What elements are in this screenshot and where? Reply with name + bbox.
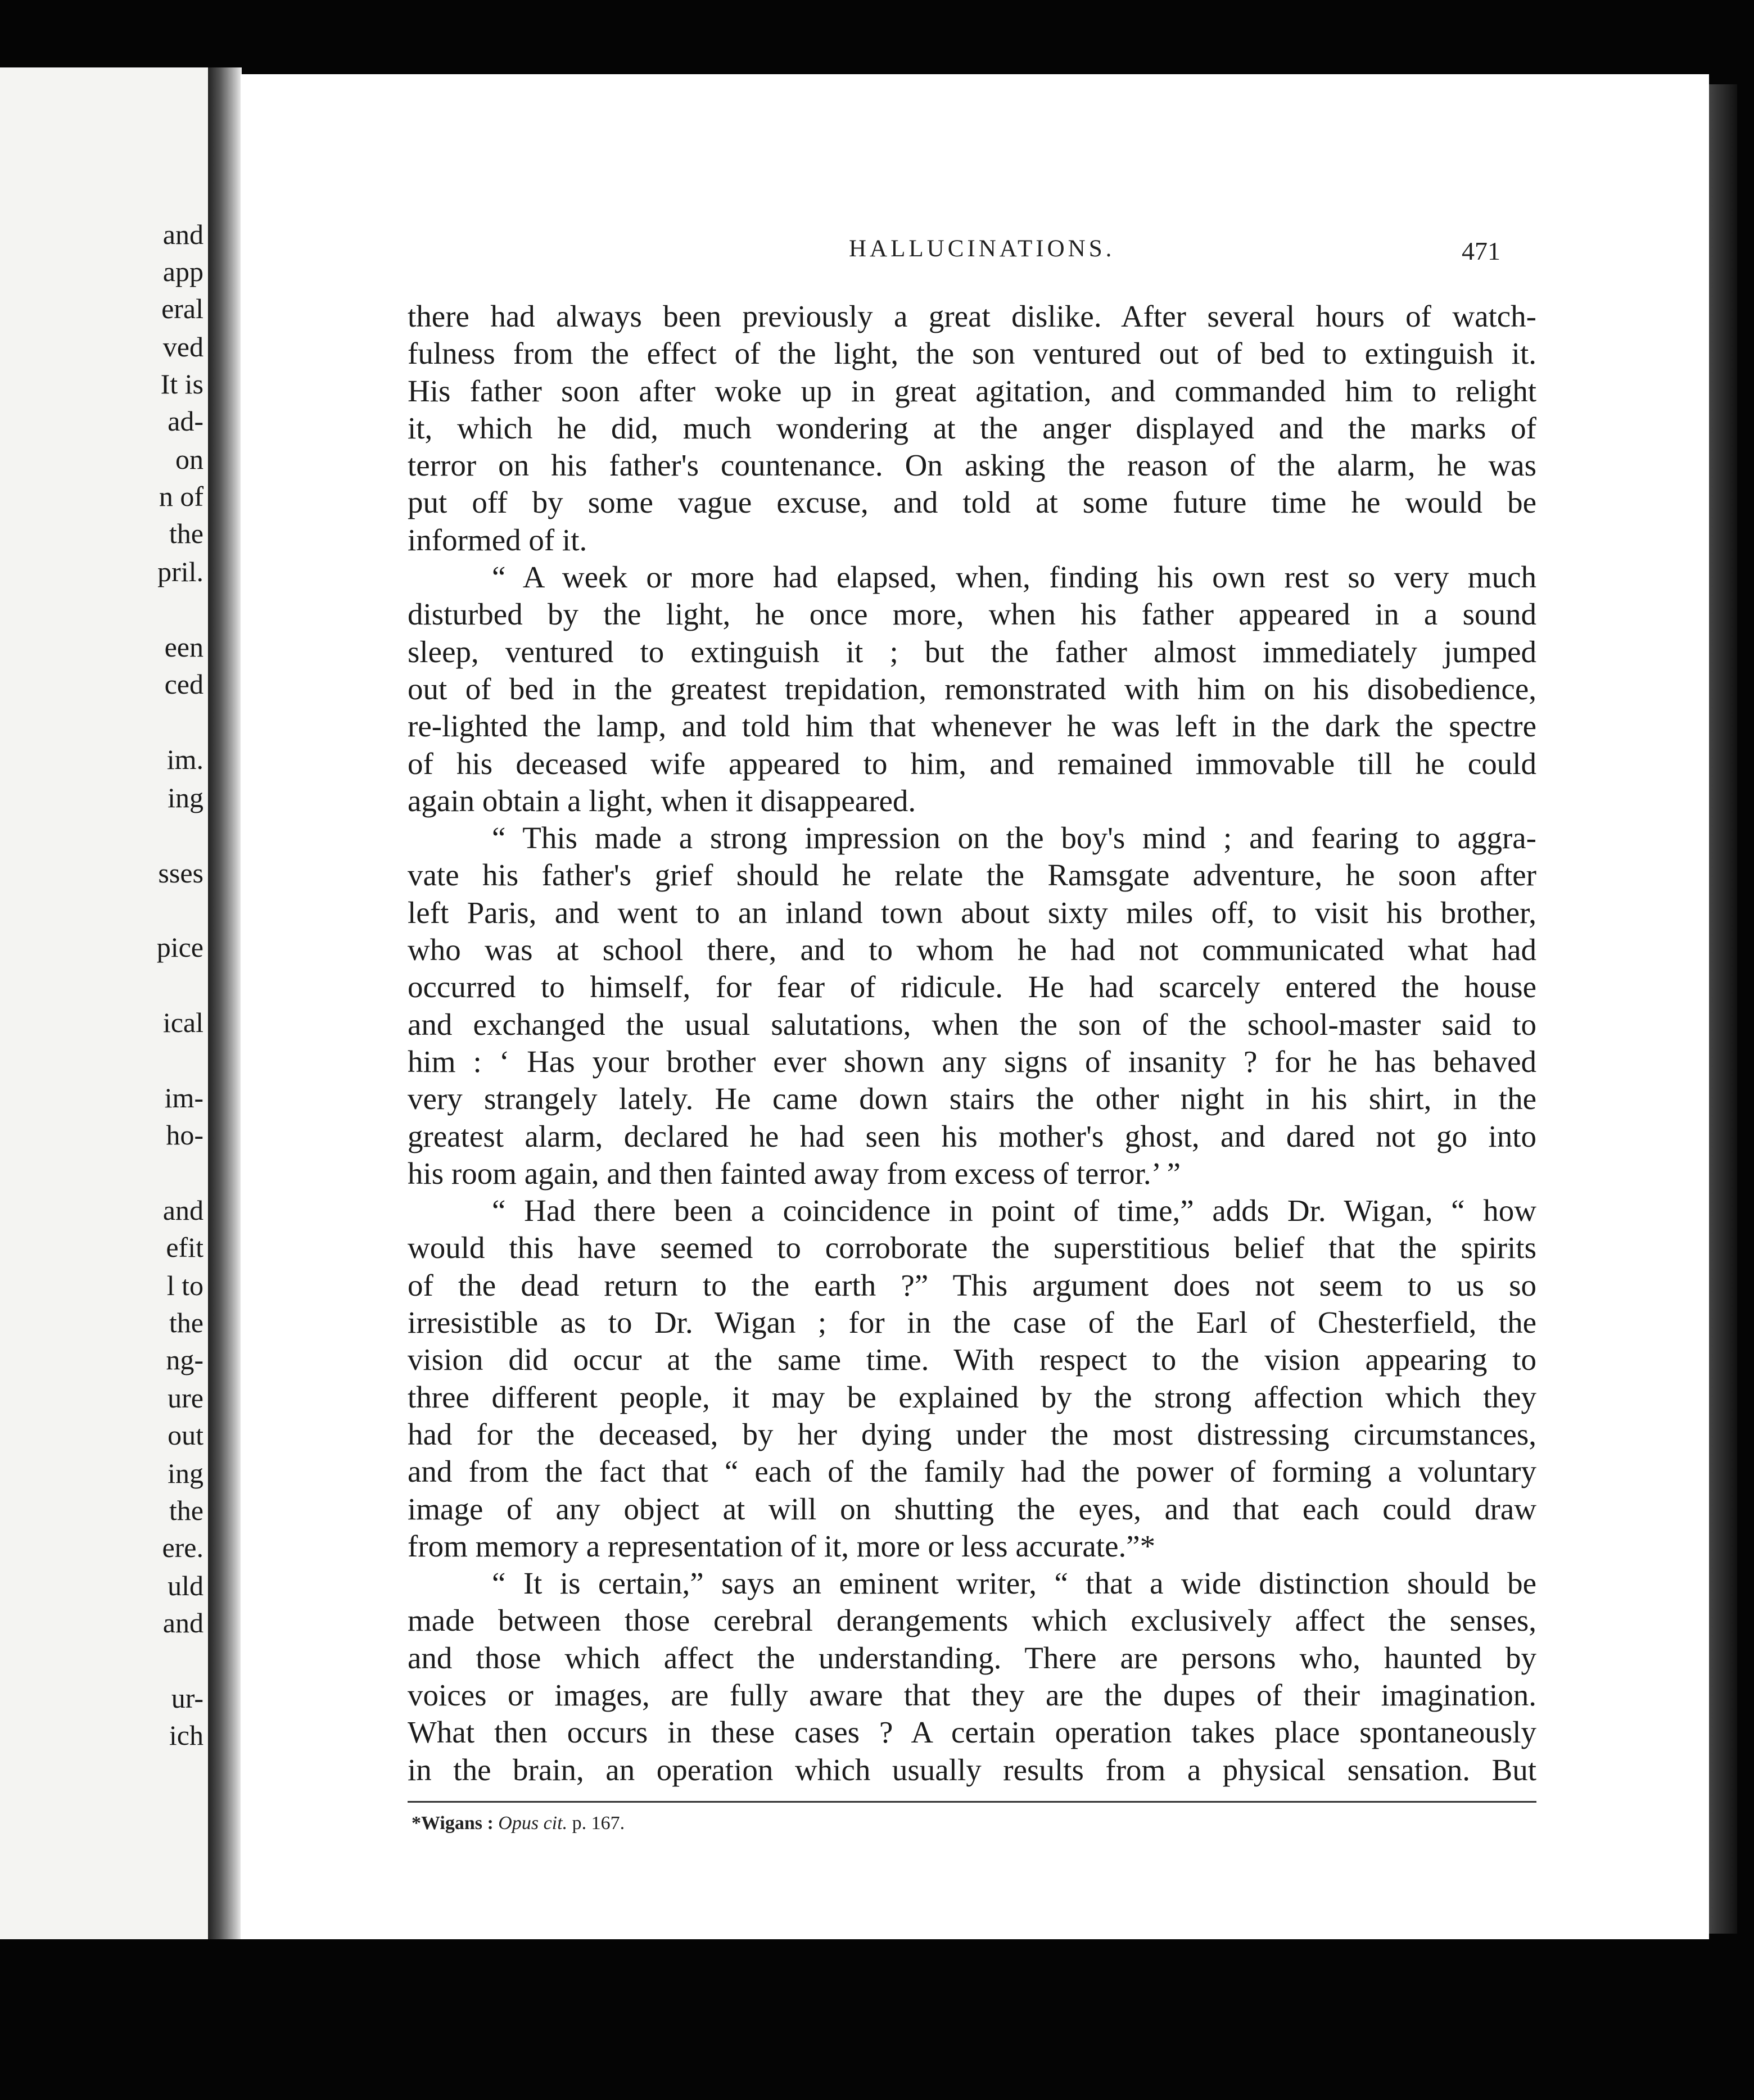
text-line: out of bed in the greatest trepidation, remonstrated with him on his disobedience, [408, 671, 1536, 706]
text-line: three different people, it may be explained by the strong affection which they [408, 1379, 1536, 1414]
text-line: greatest alarm, declared he had seen his mother's ghost, and dared not go into [408, 1119, 1536, 1153]
text-line: occurred to himself, for fear of ridicule. He had scarcely entered the house [408, 970, 1536, 1004]
facing-page-word-fragment: app [162, 256, 204, 287]
text-line: and exchanged the usual salutations, when the son of the school-master said to [408, 1007, 1536, 1042]
text-line: fulness from the effect of the light, the son ventured out of bed to extinguish it. [408, 336, 1536, 371]
facing-page-word-fragment: ich [169, 1719, 204, 1751]
facing-page-word-fragment: ced [164, 668, 204, 700]
facing-page-word-fragment: ho- [166, 1119, 204, 1151]
text-line: from memory a representation of it, more or less accurate.”* [408, 1528, 1156, 1563]
text-line: image of any object at will on shutting the eyes, and that each could draw [408, 1491, 1536, 1526]
facing-page-word-fragment: eral [161, 293, 204, 324]
text-line: who was at school there, and to whom he had not communicated what had [408, 933, 1536, 967]
facing-page-word-fragment: ur- [171, 1682, 204, 1714]
facing-page-word-fragment: ing [168, 1458, 204, 1489]
text-line: “ It is certain,” says an eminent writer, “ that a wide distinction should be [492, 1566, 1536, 1601]
facing-page-word-fragment: uld [168, 1570, 204, 1601]
text-line: of his deceased wife appeared to him, and remained immovable till he could [408, 746, 1536, 781]
text-line: His father soon after woke up in great agitation, and commanded him to relight [408, 373, 1536, 408]
facing-page-word-fragment: ved [162, 331, 204, 363]
text-line: What then occurs in these cases ? A certain operation takes place spontaneously [408, 1715, 1536, 1750]
footnote-page: p. 167. [572, 1813, 625, 1834]
facing-page-word-fragment: and [162, 219, 204, 250]
facing-page-fragment [0, 67, 208, 1939]
text-line: sleep, ventured to extinguish it ; but the father almost immediately jumped [408, 634, 1536, 669]
facing-page-word-fragment: ere. [162, 1532, 204, 1563]
text-line: of the dead return to the earth ?” This argument does not seem to us so [408, 1268, 1536, 1302]
text-line: him : ‘ Has your brother ever shown any signs of insanity ? for he has behaved [408, 1044, 1536, 1079]
text-line: and those which affect the understanding. There are persons who, haunted by [408, 1640, 1536, 1675]
running-head: HALLUCINATIONS. [849, 236, 1115, 262]
text-line: made between those cerebral derangements which exclusively affect the senses, [408, 1603, 1536, 1638]
facing-page-word-fragment: ing [168, 782, 204, 813]
text-line: informed of it. [408, 522, 587, 557]
text-line: re-lighted the lamp, and told him that whenever he was left in the dark the spectre [408, 709, 1536, 744]
text-line: again obtain a light, when it disappeared. [408, 783, 916, 818]
text-line: “ This made a strong impression on the boy's mind ; and fearing to aggra- [492, 821, 1536, 856]
text-line: vate his father's grief should he relate the Ramsgate adventure, he soon after [408, 858, 1536, 893]
text-line: there had always been previously a great dislike. After several hours of watch- [408, 299, 1536, 333]
text-line: very strangely lately. He came down stairs the other night in his shirt, in the [408, 1081, 1536, 1116]
book-gutter [208, 67, 242, 1939]
footnote [412, 1813, 625, 1834]
facing-page-word-fragment: It is [160, 368, 204, 400]
facing-page-word-fragment: ical [162, 1007, 204, 1038]
page-edge [1709, 84, 1737, 1934]
text-line: left Paris, and went to an inland town about sixty miles off, to visit his brother, [408, 895, 1536, 930]
facing-page-word-fragment: ng- [166, 1344, 204, 1375]
body-text [408, 298, 1536, 1789]
text-line: disturbed by the light, he once more, when his father appeared in a sound [408, 597, 1536, 632]
facing-page-word-fragment: on [175, 443, 204, 475]
text-line: had for the deceased, by her dying under the most distressing circumstances, [408, 1416, 1536, 1451]
facing-page-word-fragment: een [164, 631, 204, 663]
page-number: 471 [1462, 237, 1500, 265]
text-line: voices or images, are fully aware that they are the dupes of their imagination. [408, 1677, 1536, 1712]
footnote-work: Opus cit. [498, 1813, 568, 1834]
facing-page-word-fragment: the [169, 518, 204, 549]
text-line: would this have seemed to corroborate the superstitious belief that the spirits [408, 1230, 1536, 1265]
facing-page-word-fragment: l to [166, 1270, 204, 1301]
facing-page-word-fragment: ure [168, 1382, 204, 1414]
facing-page-word-fragment: ad- [168, 405, 204, 437]
text-line: “ A week or more had elapsed, when, finding his own rest so very much [492, 560, 1536, 595]
text-line: it, which he did, much wondering at the anger displayed and the marks of [408, 410, 1536, 445]
footnote-rule [408, 1801, 1536, 1803]
facing-page-word-fragment: n of [159, 481, 204, 512]
text-line: irresistible as to Dr. Wigan ; for in the case of the Earl of Chesterfield, the [408, 1305, 1536, 1340]
text-line: “ Had there been a coincidence in point of time,” adds Dr. Wigan, “ how [492, 1193, 1536, 1228]
facing-page-word-fragment: im- [164, 1082, 204, 1114]
facing-page-word-fragment: pril. [157, 556, 204, 587]
text-line: put off by some vague excuse, and told at some future time he would be [408, 485, 1536, 520]
footnote-author: *Wigans : [412, 1813, 494, 1834]
facing-page-word-fragment: im. [166, 744, 204, 775]
text-line: vision did occur at the same time. With respect to the vision appearing to [408, 1342, 1536, 1377]
facing-page-word-fragment: the [169, 1307, 204, 1338]
facing-page-word-fragment: the [169, 1495, 204, 1526]
facing-page-word-fragment: out [168, 1419, 204, 1451]
facing-page-word-fragment: and [162, 1194, 204, 1226]
text-line: his room again, and then fainted away from excess of terror.’ ” [408, 1156, 1181, 1191]
facing-page-word-fragment: pice [156, 931, 204, 963]
text-line: terror on his father's countenance. On asking the reason of the alarm, he was [408, 448, 1536, 483]
text-line: and from the fact that “ each of the family had the power of forming a voluntary [408, 1454, 1536, 1489]
text-line: in the brain, an operation which usually results from a physical sensation. But [408, 1752, 1536, 1787]
facing-page-word-fragment: and [162, 1607, 204, 1639]
facing-page-word-fragment: efit [166, 1232, 204, 1263]
facing-page-word-fragment: sses [158, 857, 204, 889]
